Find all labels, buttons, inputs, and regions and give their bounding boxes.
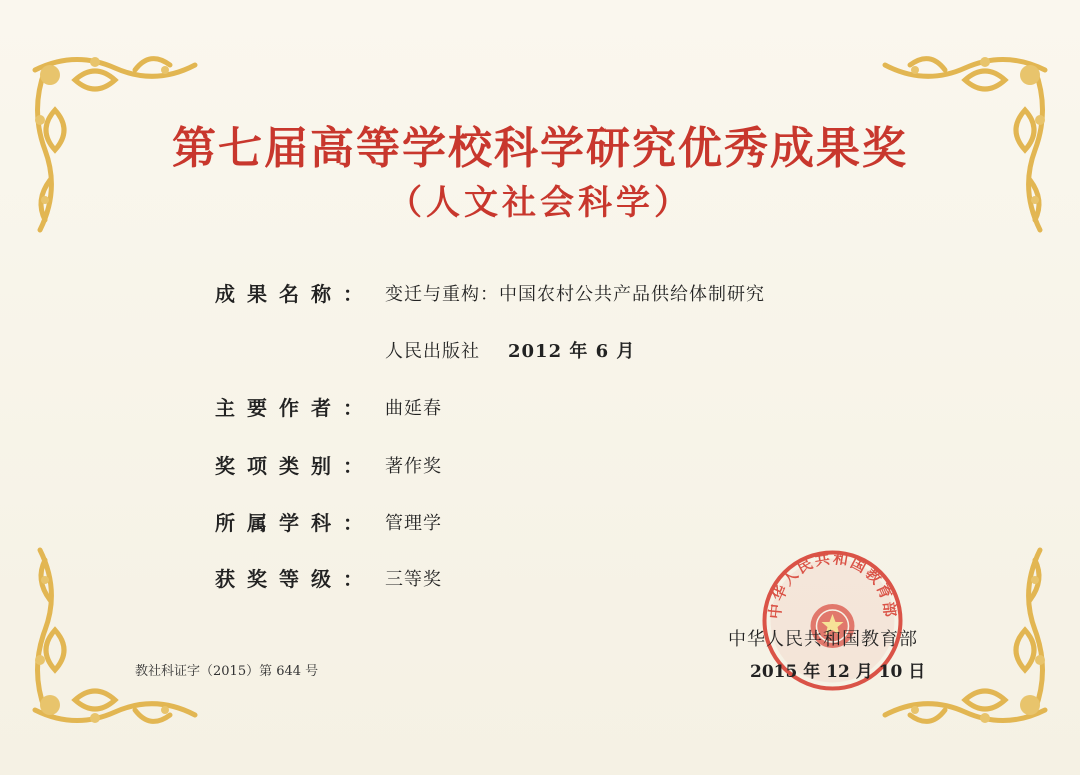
certificate-title: 第七届高等学校科学研究优秀成果奖 (172, 123, 908, 174)
certificate-code: 教社科证字（2015）第 644 号 (135, 664, 319, 679)
field-value: 管理学 (385, 513, 442, 534)
field-label: 获奖等级： (215, 567, 375, 591)
field-value: 曲延春 (385, 398, 442, 419)
field-label: 所属学科： (215, 511, 375, 535)
svg-text:中华人民共和国教育部: 中华人民共和国教育部 (765, 549, 900, 620)
issue-date: 2015 年 12 月 10 日 (750, 662, 926, 682)
field-label: 主要作者： (215, 396, 375, 420)
field-value: 三等奖 (385, 569, 442, 590)
issuer-name: 中华人民共和国教育部 (728, 629, 918, 650)
corner-ornament-icon (15, 520, 245, 740)
certificate-subtitle: （人文社会科学） (388, 183, 692, 223)
publisher-name: 人民出版社 (385, 341, 480, 362)
publisher-line (385, 337, 635, 363)
field-label: 成果名称： (215, 282, 375, 306)
field-label: 奖项类别： (215, 454, 375, 478)
field-value: 变迁与重构：中国农村公共产品供给体制研究 (385, 284, 765, 305)
field-value: 著作奖 (385, 456, 442, 477)
publish-date: 2012 年 6 月 (508, 341, 636, 362)
